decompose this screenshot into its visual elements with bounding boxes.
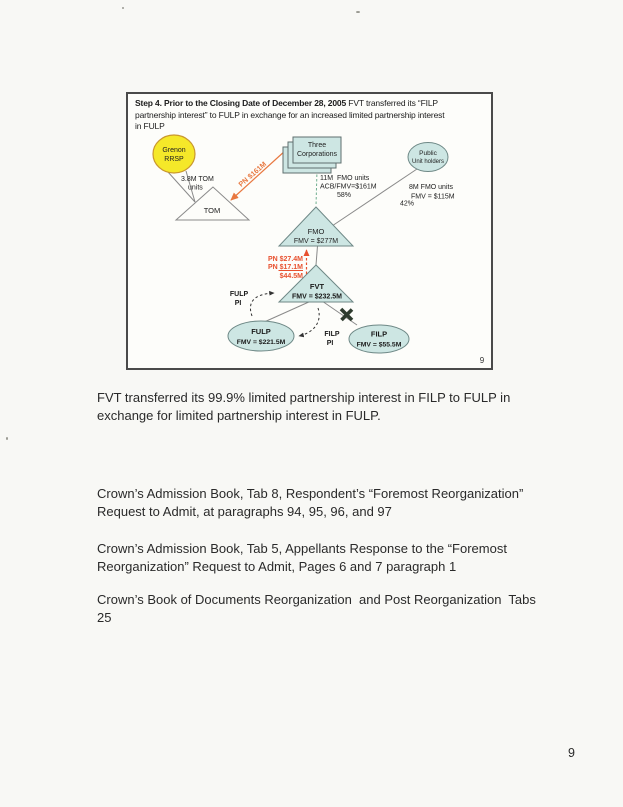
page-number: 9 <box>568 746 575 760</box>
scan-speck <box>6 437 8 440</box>
body-paragraph-transfer <box>97 389 510 424</box>
text-line: Crown’s Admission Book, Tab 8, Respondent’s “Foremost Reorganization” <box>97 486 524 501</box>
body-paragraph-book-of-documents <box>97 591 536 626</box>
slide-title-line: partnership interest” to FULP in exchange for an increased limited partnership interest <box>135 109 445 120</box>
pn-stack-line2: PN $17.1M <box>267 264 303 271</box>
grenon-label-line1: Grenon <box>162 147 186 154</box>
text-line: Crown’s Admission Book, Tab 5, Appellants Response to the “Foremost <box>97 541 507 556</box>
tom-units-label-line1: 3.8M TOM <box>181 176 214 183</box>
fulp-pi-dashed-arrow <box>250 293 274 316</box>
text-line: exchange for limited partnership interest in FULP. <box>97 407 381 423</box>
fulp-pi-label-line1: FULP <box>229 291 249 298</box>
grenon-rrsp-ellipse <box>153 135 195 173</box>
pn-161m-arrow <box>231 150 286 200</box>
filp-label: FILP <box>370 329 388 339</box>
tom-label: TOM <box>203 206 221 215</box>
pn-stack-line3: $44.5M <box>279 273 303 280</box>
fmo-units-label-line2: ACB/FMV=$161M <box>320 183 377 191</box>
fmo-units-label-line3: 58% <box>337 192 352 199</box>
fmo-label: FMO <box>307 227 325 236</box>
body-paragraph-admission-tab5 <box>97 540 507 575</box>
pn-161m-label: PN $161M <box>236 159 269 189</box>
tom-triangle <box>176 184 249 220</box>
text-line: FVT transferred its 99.9% limited partnership interest in FILP to FULP in <box>97 390 511 405</box>
slide-number: 9 <box>479 356 485 365</box>
public-unitholders-ellipse <box>408 143 448 172</box>
fulp-pi-label-line2: PI <box>234 300 242 307</box>
public-units-label-line2: FMV = $115M <box>411 193 455 201</box>
slide-title-line <box>135 98 487 110</box>
scan-speck <box>122 7 124 9</box>
slide-title-bold: Step 4. Prior to the Closing Date of December 28, 2005 <box>135 98 347 108</box>
fmo-fmv-label: FMV = $277M <box>293 238 339 245</box>
fvt-fulp-line <box>262 301 311 323</box>
text-line: Request to Admit, at paragraphs 94, 95, 96, and 97 <box>97 503 392 519</box>
fvt-label: FVT <box>309 282 325 291</box>
fvt-fmv-label: FMV = $232.5M <box>292 293 342 301</box>
three-corps-label-line2: Corporations <box>296 151 338 158</box>
fmo-units-label-line1: 11M FMO units <box>320 175 370 182</box>
text-line: 25 <box>97 609 112 625</box>
scan-speck <box>356 11 360 13</box>
threecorps-fmo-dashed-line <box>316 170 317 206</box>
pn-stack-line1: PN $27.4M <box>267 256 303 263</box>
body-paragraph-admission-tab8 <box>97 485 523 520</box>
slide-title <box>135 98 487 133</box>
public-units-label-line1: 8M FMO units <box>409 184 453 191</box>
corporation-box-front <box>293 137 341 163</box>
public-label-line2: Unit holders <box>411 159 445 165</box>
fulp-fmv-label: FMV = $221.5M <box>236 339 286 346</box>
reorganization-diagram <box>126 92 493 370</box>
fvt-filp-line <box>322 301 357 325</box>
filp-fmv-label: FMV = $55.5M <box>356 341 402 349</box>
tom-units-label-line2: units <box>188 184 203 192</box>
fulp-label: FULP <box>251 327 271 336</box>
slide-title-rest: FVT transferred its “FILP <box>346 98 438 108</box>
grenon-label-line2: RRSP <box>164 156 184 163</box>
text-line: Reorganization” Request to Admit, Pages 6 and 7 paragraph 1 <box>97 558 457 574</box>
slide-title-line: in FULP <box>135 121 165 132</box>
text-line: Crown’s Book of Documents Reorganization and Post Reorganization Tabs <box>97 592 536 607</box>
public-label-line1: Public <box>419 150 437 157</box>
filp-pi-dashed-arrow <box>299 308 319 336</box>
slide-frame <box>126 92 493 370</box>
filp-pi-label-line2: PI <box>326 340 334 347</box>
filp-pi-label-line1: FILP <box>324 331 340 338</box>
public-units-label-line3: 42% <box>400 200 415 208</box>
fmo-fvt-line <box>316 246 318 265</box>
three-corps-label-line1: Three <box>307 142 327 149</box>
fulp-ellipse <box>228 321 294 351</box>
